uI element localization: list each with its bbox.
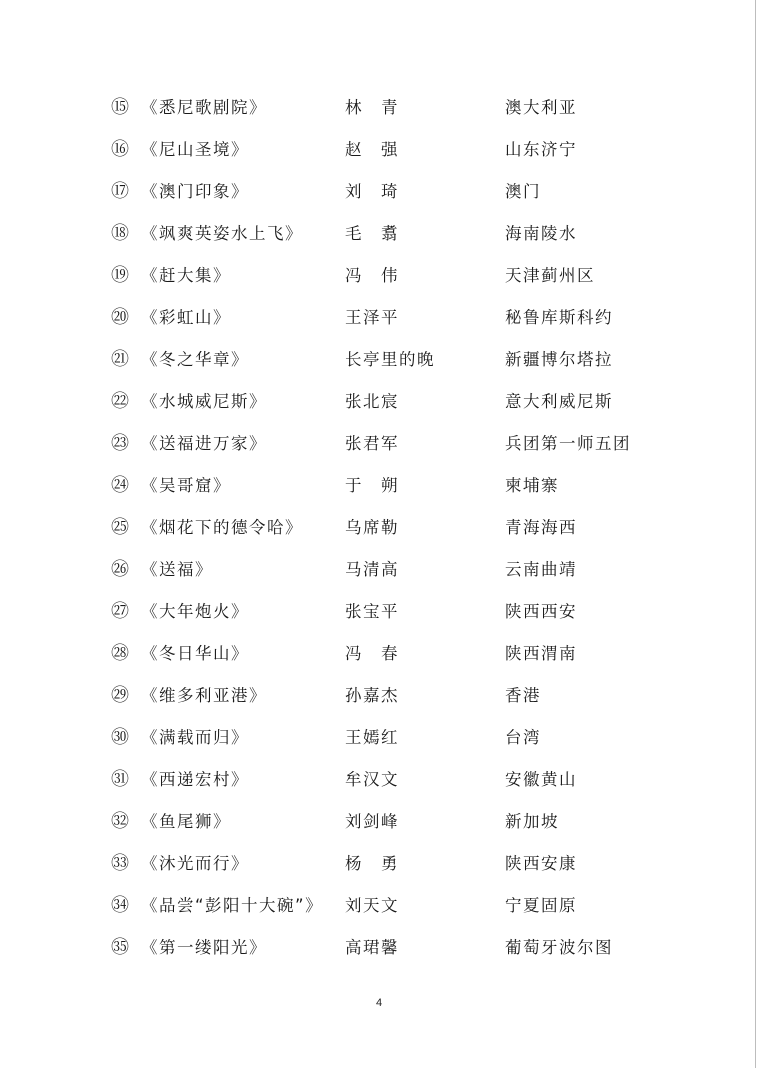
entry-title: 《满载而归》 (141, 728, 249, 747)
entry-location: 意大利威尼斯 (505, 392, 613, 411)
entry-number: ㉔ (111, 475, 129, 496)
list-item (0, 255, 758, 297)
entry-number: ⑮ (111, 97, 129, 118)
entry-location: 宁夏固原 (505, 896, 577, 915)
entry-title: 《吴哥窟》 (141, 476, 231, 495)
list-item (0, 633, 758, 675)
entry-author: 冯 春 (345, 644, 399, 663)
list-item (0, 549, 758, 591)
entry-title: 《鱼尾狮》 (141, 812, 231, 831)
entry-title: 《送福》 (141, 560, 213, 579)
entry-title: 《烟花下的德令哈》 (141, 518, 303, 537)
entry-title: 《飒爽英姿水上飞》 (141, 224, 303, 243)
page-number: 4 (375, 997, 383, 1009)
entry-number: ⑳ (111, 307, 129, 328)
entry-location: 兵团第一师五团 (505, 434, 631, 453)
entry-title: 《赶大集》 (141, 266, 231, 285)
entry-location: 陕西安康 (505, 854, 577, 873)
entry-title: 《西递宏村》 (141, 770, 249, 789)
list-item (0, 801, 758, 843)
entry-author: 冯 伟 (345, 266, 399, 285)
list-item (0, 507, 758, 549)
entry-location: 台湾 (505, 728, 541, 747)
entry-location: 安徽黄山 (505, 770, 577, 789)
entry-location: 秘鲁库斯科约 (505, 308, 613, 327)
list-item (0, 339, 758, 381)
entry-number: ⑯ (111, 139, 129, 160)
entry-location: 新加坡 (505, 812, 559, 831)
entry-number: ㉚ (111, 727, 129, 748)
entry-author: 刘剑峰 (345, 812, 399, 831)
entry-author: 乌席勒 (345, 518, 399, 537)
entry-number: ㉓ (111, 433, 129, 454)
list-item (0, 885, 758, 927)
entry-title: 《沐光而行》 (141, 854, 249, 873)
entry-title: 《维多利亚港》 (141, 686, 267, 705)
entry-author: 张宝平 (345, 602, 399, 621)
entry-number: ⑱ (111, 223, 129, 244)
entry-number: ㉟ (111, 937, 129, 958)
entry-author: 赵 强 (345, 140, 399, 159)
entry-number: ㉛ (111, 769, 129, 790)
entry-list (0, 87, 758, 969)
entry-author: 于 朔 (345, 476, 399, 495)
list-item (0, 297, 758, 339)
list-item (0, 381, 758, 423)
entry-location: 澳门 (505, 182, 541, 201)
entry-title: 《冬之华章》 (141, 350, 249, 369)
entry-author: 牟汉文 (345, 770, 399, 789)
entry-number: ⑰ (111, 181, 129, 202)
entry-number: ㉜ (111, 811, 129, 832)
list-item (0, 171, 758, 213)
list-item (0, 717, 758, 759)
entry-number: ㉕ (111, 517, 129, 538)
entry-number: ㉗ (111, 601, 129, 622)
list-item (0, 843, 758, 885)
entry-title: 《彩虹山》 (141, 308, 231, 327)
entry-title: 《品尝“彭阳十大碗”》 (141, 896, 324, 915)
entry-title: 《送福进万家》 (141, 434, 267, 453)
entry-number: ㉙ (111, 685, 129, 706)
entry-author: 刘 琦 (345, 182, 399, 201)
entry-location: 柬埔寨 (505, 476, 559, 495)
entry-location: 云南曲靖 (505, 560, 577, 579)
entry-author: 刘天文 (345, 896, 399, 915)
entry-location: 天津蓟州区 (505, 266, 595, 285)
entry-location: 葡萄牙波尔图 (505, 938, 613, 957)
entry-number: ㉝ (111, 853, 129, 874)
entry-title: 《水城威尼斯》 (141, 392, 267, 411)
list-item (0, 675, 758, 717)
entry-author: 林 青 (345, 98, 399, 117)
entry-number: ㉞ (111, 895, 129, 916)
list-item (0, 129, 758, 171)
list-item (0, 423, 758, 465)
entry-author: 杨 勇 (345, 854, 399, 873)
entry-author: 马清高 (345, 560, 399, 579)
list-item (0, 591, 758, 633)
entry-author: 张北宸 (345, 392, 399, 411)
entry-author: 孙嘉杰 (345, 686, 399, 705)
entry-location: 香港 (505, 686, 541, 705)
entry-number: ㉑ (111, 349, 129, 370)
entry-author: 王嫣红 (345, 728, 399, 747)
entry-location: 澳大利亚 (505, 98, 577, 117)
entry-location: 青海海西 (505, 518, 577, 537)
entry-number: ㉒ (111, 391, 129, 412)
entry-location: 山东济宁 (505, 140, 577, 159)
list-item (0, 759, 758, 801)
entry-location: 陕西渭南 (505, 644, 577, 663)
list-item (0, 465, 758, 507)
entry-title: 《悉尼歌剧院》 (141, 98, 267, 117)
list-item (0, 213, 758, 255)
entry-title: 《澳门印象》 (141, 182, 249, 201)
list-item (0, 927, 758, 969)
entry-author: 长亭里的晚 (345, 350, 435, 369)
list-item (0, 87, 758, 129)
entry-author: 毛 翥 (345, 224, 399, 243)
entry-author: 高珺馨 (345, 938, 399, 957)
entry-title: 《第一缕阳光》 (141, 938, 267, 957)
entry-author: 张君军 (345, 434, 399, 453)
entry-title: 《大年炮火》 (141, 602, 249, 621)
entry-number: ㉘ (111, 643, 129, 664)
entry-title: 《冬日华山》 (141, 644, 249, 663)
entry-number: ⑲ (111, 265, 129, 286)
entry-location: 陕西西安 (505, 602, 577, 621)
entry-location: 新疆博尔塔拉 (505, 350, 613, 369)
entry-location: 海南陵水 (505, 224, 577, 243)
entry-title: 《尼山圣境》 (141, 140, 249, 159)
entry-author: 王泽平 (345, 308, 399, 327)
entry-number: ㉖ (111, 559, 129, 580)
